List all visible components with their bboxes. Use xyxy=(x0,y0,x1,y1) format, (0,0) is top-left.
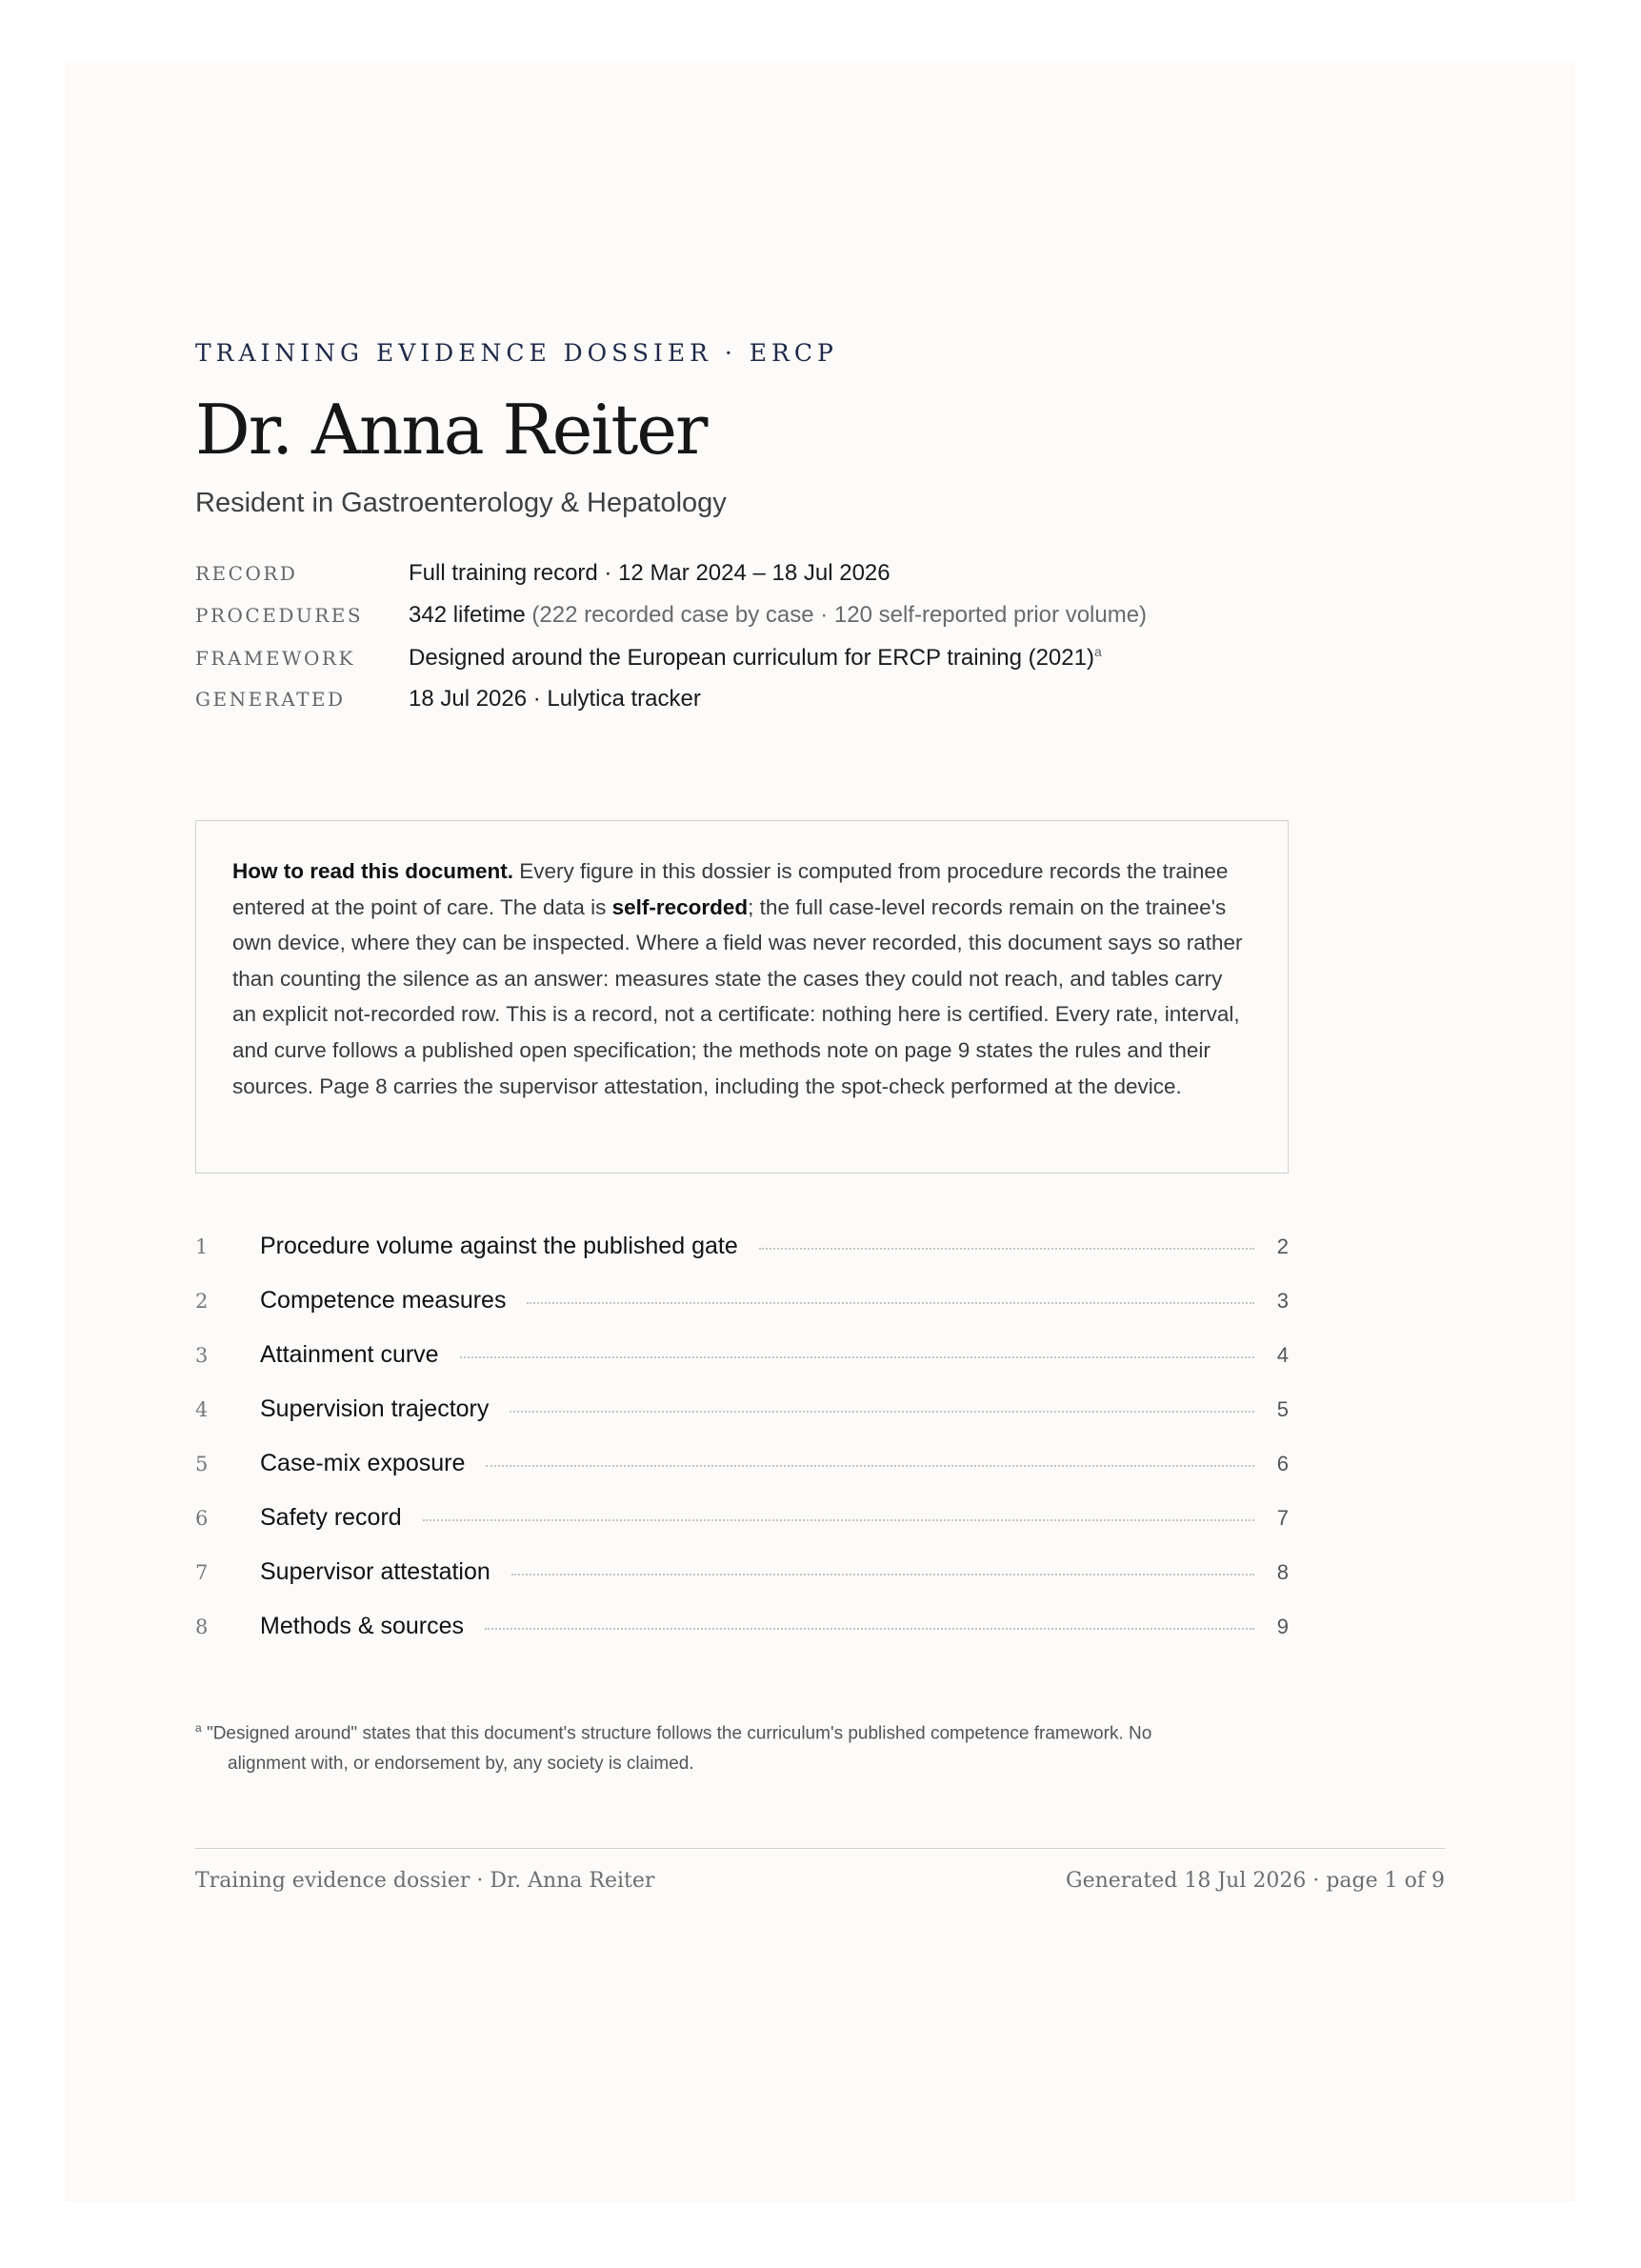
meta-row-framework xyxy=(195,644,1338,686)
reading-guide-box xyxy=(195,820,1289,1174)
toc-entry[interactable] xyxy=(195,1450,1289,1504)
toc-title: Safety record xyxy=(260,1504,402,1531)
toc-page-number: 9 xyxy=(1276,1615,1289,1638)
footnote xyxy=(195,1713,1289,1779)
toc-number: 3 xyxy=(195,1344,209,1367)
meta-row-generated xyxy=(195,686,1338,728)
toc-page-number: 7 xyxy=(1276,1506,1289,1530)
toc-leader xyxy=(511,1574,1254,1576)
footnote-line: alignment with, or endorsement by, any society is claimed. xyxy=(228,1754,694,1775)
toc-page-number: 8 xyxy=(1276,1560,1289,1584)
toc-leader xyxy=(486,1465,1254,1467)
toc-number: 8 xyxy=(195,1616,209,1638)
footer-page-info: Generated 18 Jul 2026 · page 1 of 9 xyxy=(1066,1869,1445,1893)
toc-page-number: 5 xyxy=(1276,1397,1289,1421)
meta-label: RECORD xyxy=(195,562,298,585)
toc-title: Supervision trajectory xyxy=(260,1395,490,1422)
toc-entry[interactable] xyxy=(195,1233,1289,1287)
table-of-contents xyxy=(195,1233,1289,1667)
toc-title: Case-mix exposure xyxy=(260,1450,466,1476)
trainee-name: Dr. Anna Reiter xyxy=(195,390,707,470)
reading-guide-emphasis: self-recorded xyxy=(611,894,749,919)
meta-value xyxy=(409,644,1102,672)
toc-entry[interactable] xyxy=(195,1558,1289,1613)
toc-leader xyxy=(527,1302,1254,1304)
document-page xyxy=(65,63,1575,2202)
toc-entry[interactable] xyxy=(195,1395,1289,1450)
toc-number: 1 xyxy=(195,1235,209,1258)
toc-number: 5 xyxy=(195,1453,209,1475)
toc-title: Competence measures xyxy=(260,1287,507,1314)
reading-guide-text: ; the full case-level records remain on the trainee's own device, where they can be inspected. Where a field was never recorded, this document says so rather than counting the silence as an answer: measures state the cases they could not reach, and tables carry an explicit not-recorded row. This is a record, not a certificate: nothing here is certified. Every rate, interval, and curve follows a published open specification; the methods note on page 9 states the rules and their sources. Page 8 carries the supervisor attestation, including the spot-check performed at the device. xyxy=(232,894,1243,1098)
toc-entry[interactable] xyxy=(195,1341,1289,1395)
footnote-text: "Designed around" states that this document's structure follows the curriculum's published competence framework. No xyxy=(201,1723,1152,1744)
toc-page-number: 4 xyxy=(1276,1343,1289,1367)
footnote-reference: a xyxy=(1093,644,1102,659)
meta-value: Full training record · 12 Mar 2024 – 18 Jul 2026 xyxy=(409,560,891,586)
toc-leader xyxy=(759,1248,1254,1250)
record-metadata xyxy=(195,560,1338,728)
meta-row-record xyxy=(195,560,1338,602)
procedures-breakdown: (222 recorded case by case · 120 self-reported prior volume) xyxy=(531,602,1148,628)
reading-guide-lead: How to read this document. xyxy=(232,859,514,883)
toc-entry[interactable] xyxy=(195,1613,1289,1667)
toc-leader xyxy=(510,1411,1254,1413)
procedures-total: 342 lifetime xyxy=(409,602,526,628)
meta-row-procedures xyxy=(195,602,1338,644)
toc-title: Supervisor attestation xyxy=(260,1558,490,1585)
footer-divider xyxy=(195,1848,1445,1849)
toc-page-number: 6 xyxy=(1276,1452,1289,1475)
toc-leader xyxy=(423,1519,1254,1521)
meta-label: PROCEDURES xyxy=(195,604,364,627)
footer-document-title: Training evidence dossier · Dr. Anna Reiter xyxy=(195,1869,655,1893)
meta-value xyxy=(409,602,1147,629)
document-eyebrow: TRAINING EVIDENCE DOSSIER · ERCP xyxy=(195,339,838,367)
trainee-role: Resident in Gastroenterology & Hepatology xyxy=(195,488,727,518)
reading-guide-text: Every figure in this dossier is computed from procedure records the trainee entered at the point of care. The data is xyxy=(232,859,1229,919)
meta-value: 18 Jul 2026 · Lulytica tracker xyxy=(409,686,701,712)
toc-title: Attainment curve xyxy=(260,1341,439,1368)
toc-title: Methods & sources xyxy=(260,1613,464,1639)
toc-page-number: 2 xyxy=(1276,1234,1289,1258)
toc-leader xyxy=(485,1628,1254,1630)
toc-leader xyxy=(460,1356,1254,1358)
toc-entry[interactable] xyxy=(195,1287,1289,1341)
toc-title: Procedure volume against the published gate xyxy=(260,1233,738,1259)
toc-page-number: 3 xyxy=(1276,1289,1289,1313)
meta-label: GENERATED xyxy=(195,688,346,711)
toc-number: 6 xyxy=(195,1507,209,1530)
toc-entry[interactable] xyxy=(195,1504,1289,1558)
meta-label: FRAMEWORK xyxy=(195,647,355,670)
footnote-mark: a xyxy=(195,1721,202,1735)
toc-number: 2 xyxy=(195,1290,209,1313)
toc-number: 7 xyxy=(195,1561,209,1584)
footnote-line xyxy=(195,1713,1289,1749)
toc-number: 4 xyxy=(195,1398,209,1421)
framework-text: Designed around the European curriculum for ERCP training (2021) xyxy=(409,645,1094,671)
